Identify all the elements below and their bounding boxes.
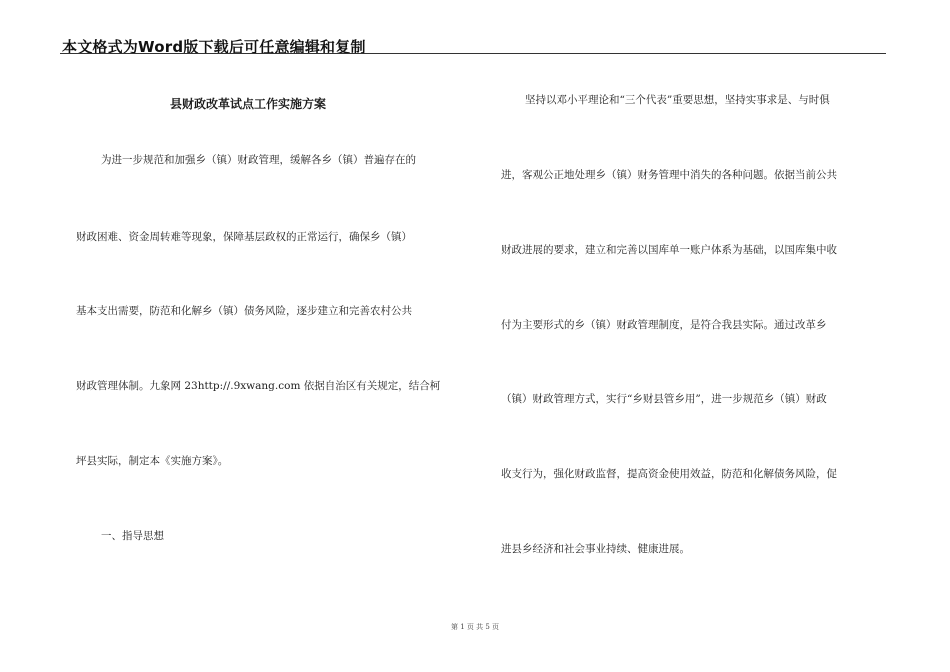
document-banner: 本文格式为Word版下载后可任意编辑和复制 xyxy=(62,38,366,56)
left-paragraph-line: 坪县实际，制定本《实施方案》。 xyxy=(76,455,229,467)
page-number: 第 1 页 共 5 页 xyxy=(450,623,500,631)
document-title: 县财政改革试点工作实施方案 xyxy=(170,97,327,111)
right-paragraph-line: 财政进展的要求，建立和完善以国库单一账户体系为基础，以国库集中收 xyxy=(501,244,837,256)
left-paragraph-line: 为进一步规范和加强乡（镇）财政管理，缓解各乡（镇）普遍存在的 xyxy=(101,154,416,166)
right-paragraph-line: 进，客观公正地处理乡（镇）财务管理中消失的各种问题。依据当前公共 xyxy=(501,169,837,181)
right-paragraph-line: 进县乡经济和社会事业持续、健康进展。 xyxy=(501,543,690,555)
left-paragraph-line: 基本支出需要，防范和化解乡（镇）债务风险，逐步建立和完善农村公共 xyxy=(76,305,412,317)
banner-divider xyxy=(60,53,886,54)
left-paragraph-line: 财政困难、资金周转难等现象，保障基层政权的正常运行，确保乡（镇） xyxy=(76,231,412,243)
right-paragraph-line: 坚持以邓小平理论和“三个代表”重要思想，坚持实事求是、与时俱 xyxy=(525,94,830,106)
right-paragraph-line: 付为主要形式的乡（镇）财政管理制度，是符合我县实际。通过改革乡 xyxy=(501,319,827,331)
section-heading: 一、指导思想 xyxy=(101,530,164,542)
left-paragraph-line: 财政管理体制。九象网 23http://.9xwang.com 依据自治区有关规定，结合柯 xyxy=(76,380,441,392)
right-paragraph-line: 收支行为，强化财政监督，提高资金使用效益，防范和化解债务风险，促 xyxy=(501,468,837,480)
right-paragraph-line: （镇）财政管理方式，实行“乡财县管乡用”，进一步规范乡（镇）财政 xyxy=(501,393,827,405)
